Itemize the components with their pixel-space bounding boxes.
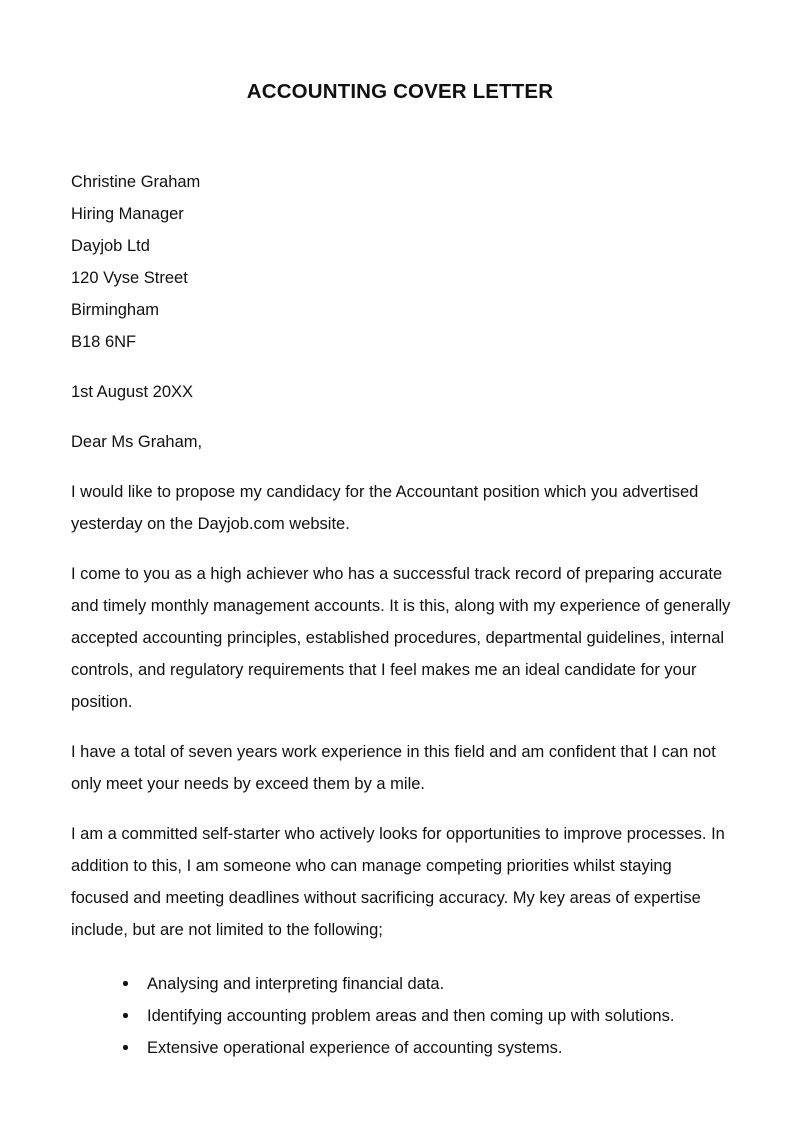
body-paragraph-4: I am a committed self-starter who actively looks for opportunities to improve processes. In addition to this, I am someone who can manage competing priorities whilst staying focused and meeting deadlines without sacrificing accuracy. My key areas of expertise include, but are not limited to the following; bbox=[71, 825, 725, 939]
letter-salutation: Dear Ms Graham, bbox=[71, 433, 203, 451]
recipient-job-title: Hiring Manager bbox=[71, 205, 184, 223]
list-item-label: Extensive operational experience of accounting systems. bbox=[147, 1039, 563, 1057]
list-item-label: Identifying accounting problem areas and then coming up with solutions. bbox=[147, 1007, 675, 1025]
list-item bbox=[71, 1000, 733, 1032]
bullet-dot-icon bbox=[123, 1045, 128, 1050]
list-item bbox=[71, 968, 733, 1000]
page-title: ACCOUNTING COVER LETTER bbox=[246, 80, 554, 103]
list-item bbox=[71, 1032, 733, 1064]
recipient-address-block bbox=[71, 166, 733, 358]
list-item-label: Analysing and interpreting financial data. bbox=[147, 975, 445, 993]
bullet-dot-icon bbox=[123, 981, 128, 986]
expertise-list bbox=[71, 968, 733, 1064]
recipient-name: Christine Graham bbox=[71, 173, 201, 191]
bullet-dot-icon bbox=[123, 1013, 128, 1018]
letter-body bbox=[71, 166, 733, 1064]
body-paragraph-1: I would like to propose my candidacy for the Accountant position which you advertised yesterday on the Dayjob.com website. bbox=[71, 483, 699, 533]
recipient-street: 120 Vyse Street bbox=[71, 269, 188, 287]
letter-date: 1st August 20XX bbox=[71, 383, 194, 401]
recipient-postcode: B18 6NF bbox=[71, 333, 137, 351]
body-paragraph-3: I have a total of seven years work experience in this field and am confident that I can not only meet your needs by exceed them by a mile. bbox=[71, 743, 716, 793]
recipient-company: Dayjob Ltd bbox=[71, 237, 150, 255]
recipient-city: Birmingham bbox=[71, 301, 160, 319]
body-paragraph-2: I come to you as a high achiever who has a successful track record of preparing accurate and timely monthly management accounts. It is this, along with my experience of generally accepted accounting principles, established procedures, departmental guidelines, internal controls, and regulatory requirements that I feel makes me an ideal candidate for your position. bbox=[71, 565, 731, 711]
